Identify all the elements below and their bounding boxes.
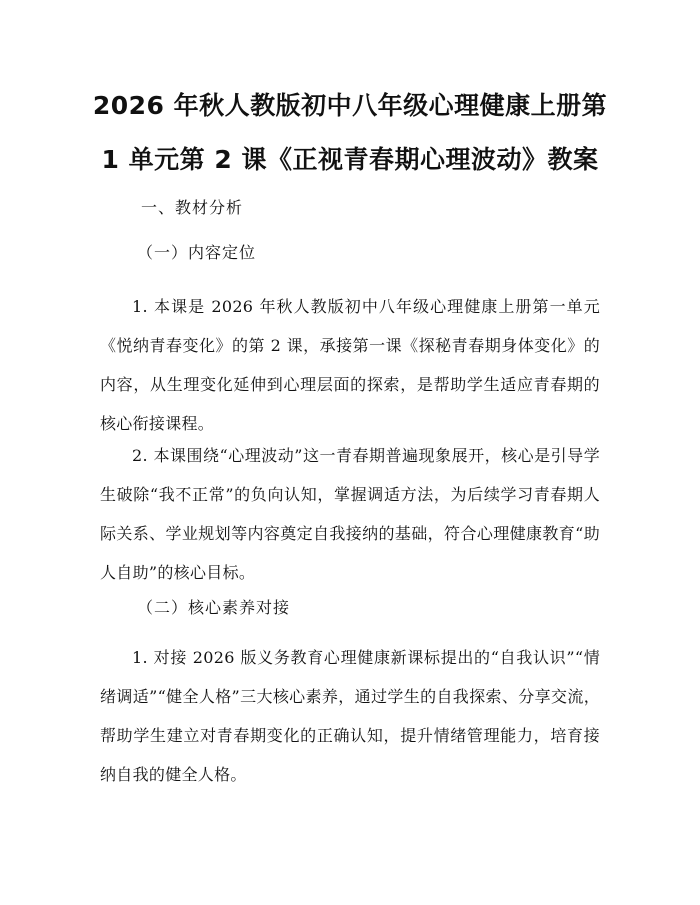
document-title-line-1: 2026 年秋人教版初中八年级心理健康上册第 — [92, 91, 608, 120]
subsection-heading-core-literacy: （二）核心素养对接 — [137, 598, 291, 617]
subsection-heading-content-positioning: （一）内容定位 — [137, 243, 257, 262]
paragraph-core-literacy-1: 1. 对接 2026 版义务教育心理健康新课标提出的“自我认识”“情绪调适”“健全人格”三大核心素养，通过学生的自我探索、分享交流，帮助学生建立对青春期变化的正确认知，提升情绪管理能力，培育接纳自我的健全人格。 — [100, 648, 600, 784]
section-heading-teaching-material-analysis: 一、教材分析 — [141, 198, 244, 217]
document-title-line-2: 1 单元第 2 课《正视青春期心理波动》教案 — [101, 145, 599, 174]
paragraph-content-positioning-1: 1. 本课是 2026 年秋人教版初中八年级心理健康上册第一单元《悦纳青春变化》的第 2 课，承接第一课《探秘青春期身体变化》的内容，从生理变化延伸到心理层面的探索，是帮助学生适应青春期的核心衔接课程。 — [100, 297, 600, 433]
paragraph-content-positioning-2: 2. 本课围绕“心理波动”这一青春期普遍现象展开，核心是引导学生破除“我不正常”的负向认知，掌握调适方法，为后续学习青春期人际关系、学业规划等内容奠定自我接纳的基础，符合心理健康教育“助人自助”的核心目标。 — [100, 446, 600, 582]
